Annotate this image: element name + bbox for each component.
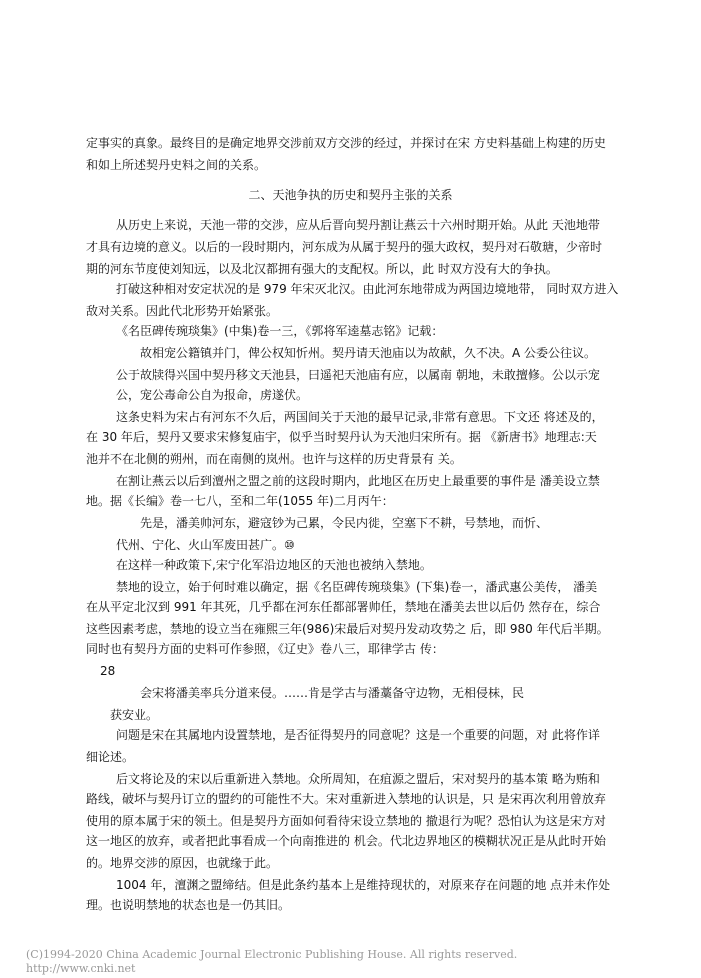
body-line: 这条史料为宋占有河东不久后，两国间关于天池的最早记录,非常有意思。下文还 将述及的， [116, 410, 604, 424]
intro-line: 定事实的真象。最终目的是确定地界交涉前双方交涉的经过，并探讨在宋 方史料基础上构建的历史 [86, 136, 606, 150]
quote-line: 故相宠公籍镇并门，俾公权知忻州。契丹请天池庙以为故献，久不决。A 公委公往议。 [140, 346, 597, 360]
body-line: 使用的原本属于宋的领土。但是契丹方面如何看待宋设立禁地的 撤退行为呢？恐怕认为这是宋方对 [86, 814, 606, 828]
body-line: 地。据《长编》卷一七八，至和二年(1055 年)二月丙午： [86, 494, 394, 508]
section-heading: 二、天池争执的历史和契丹主张的关系 [248, 188, 453, 202]
page-number: 28 [100, 664, 116, 678]
body-line: 期的河东节度使刘知远，以及北汉都拥有强大的支配权。所以，此 时双方没有大的争执。 [86, 262, 558, 276]
body-line: 在这样一种政策下,宋宁化军沿边地区的天池也被纳入禁地。 [116, 558, 432, 572]
body-line: 池并不在北侧的朔州，而在南侧的岚州。也许与这样的历史背景有 关。 [86, 452, 462, 466]
quote-line: 公，宠公毒命公自为报命，虏遂伏。 [116, 388, 309, 402]
body-line: 这些因素考虑，禁地的设立当在雍熙三年(986)宋最后对契丹发动攻势之 后，即 980 年代后半期。 [86, 622, 609, 636]
footer-copyright: (C)1994-2020 China Academic Journal Electronic Publishing House. All rights reserved. [26, 948, 518, 961]
quote-line: 公于故牍得兴国中契丹移文天池县，曰遥祀天池庙有应，以属南 朝地，未敢擅修。公以示宠 [116, 368, 600, 382]
quote-line: 获安业。 [110, 708, 159, 722]
body-line: 路线，破坏与契丹订立的盟约的可能性不大。宋对重新进入禁地的认识是，只 是宋再次利用曾放弃 [86, 792, 606, 806]
body-line: 敌对关系。因此代北形势开始紧张。 [86, 304, 279, 318]
body-line: 《名臣碑传琬琰集》(中集)卷一三，《郭将军逵墓志铭》记载： [116, 324, 444, 338]
footer-url[interactable]: http://www.cnki.net [26, 962, 136, 975]
body-line: 禁地的设立，始于何时难以确定，据《名臣碑传琬琰集》(下集)卷一，潘武惠公美传， 潘美 [116, 580, 598, 594]
body-line: 在 30 年后，契丹又要求宋修复庙宇，似乎当时契丹认为天池归宋所有。据 《新唐书》地理志:天 [86, 430, 597, 444]
body-line: 从历史上来说，天池一带的交涉，应从后晋向契丹割让燕云十六州时期开始。从此 天池地带 [116, 218, 600, 232]
body-line: 在从平定北汉到 991 年其死，几乎都在河东任都部署帅任，禁地在潘美去世以后仍 然存在，综合 [86, 600, 601, 614]
body-line: 才具有边境的意义。以后的一段时期内，河东成为从属于契丹的强大政权，契丹对石敬瑭，少帝时 [86, 240, 603, 254]
body-line: 在割让燕云以后到澶州之盟之前的这段时期内，此地区在历史上最重要的事件是 潘美设立禁 [116, 474, 600, 488]
body-line: 同时也有契丹方面的史料可作参照，《辽史》卷八三，耶律学古 传： [86, 642, 444, 656]
body-line: 的。地界交涉的原因，也就缘于此。 [86, 856, 279, 870]
body-line: 1004 年，澶渊之盟缔结。但是此条约基本上是维持现状的，对原来存在问题的地 点并未作处 [116, 878, 611, 892]
body-line: 这一地区的放弃，或者把此事看成一个向南推进的 机会。代北边界地区的模糊状况正是从此时开始 [86, 834, 606, 848]
intro-line: 和如上所述契丹史料之间的关系。 [86, 158, 267, 172]
quote-line: 代州、宁化、火山军废田甚广。⑩ [116, 538, 295, 552]
body-line: 细论述。 [86, 750, 135, 764]
body-line: 问题是宋在其属地内设置禁地，是否征得契丹的同意呢？这是一个重要的问题，对 此将作详 [116, 728, 600, 742]
body-line: 理。也说明禁地的状态也是一仍其旧。 [86, 898, 291, 912]
quote-line: 会宋将潘美率兵分道来侵。……肯是学古与潘藁备守边物，无相侵枺，民 [140, 686, 525, 700]
body-line: 后文将论及的宋以后重新进入禁地。众所周知，在疽源之盟后，宋对契丹的基本策 略为贿和 [116, 772, 600, 786]
body-line: 打破这种相对安定状况的是 979 年宋灭北汉。由此河东地带成为两国边境地带， 同时双方进入 [116, 282, 619, 296]
quote-line: 先是，潘美帅河东，避寇钞为己累，令民内徙，空塞下不耕，号禁地，而忻、 [140, 516, 549, 530]
